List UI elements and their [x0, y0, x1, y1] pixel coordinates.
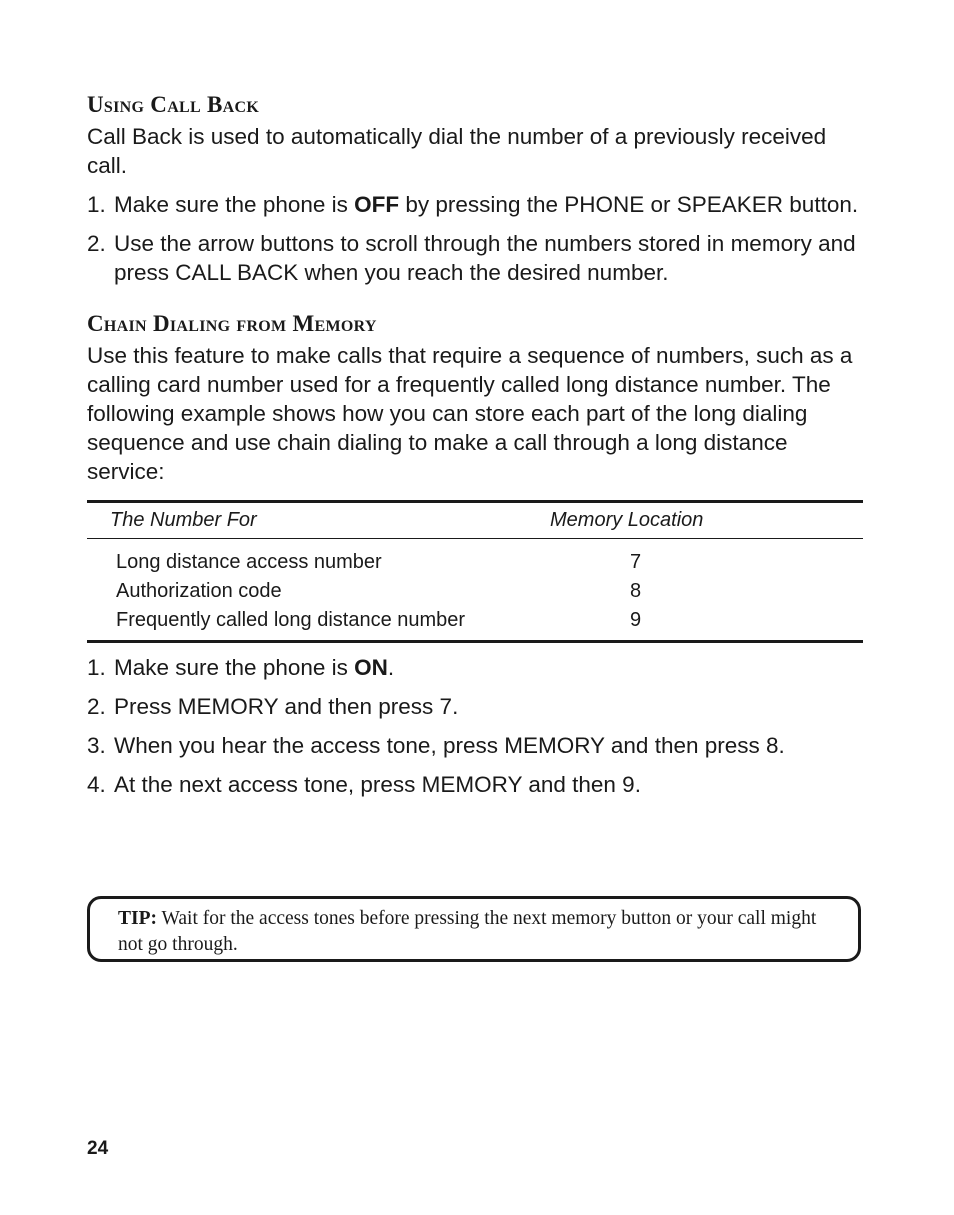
memory-location-table [87, 500, 863, 643]
step-number: 4. [87, 772, 106, 797]
list-item [87, 653, 863, 682]
tip-label: TIP: [118, 908, 157, 929]
chain-dialing-steps [87, 653, 863, 799]
call-back-intro: Call Back is used to automatically dial the number of a previously received call. [87, 124, 827, 178]
list-item [87, 190, 863, 219]
table-row [87, 606, 863, 635]
table-body [87, 539, 863, 640]
step-number: 1. [87, 192, 106, 217]
step-text: Press MEMORY and then press 7. [114, 694, 459, 719]
step-text-part: Make sure the phone is [114, 192, 355, 217]
table-cell: 9 [630, 609, 642, 631]
list-item [87, 229, 863, 287]
table-cell: Long distance access number [116, 551, 382, 573]
step-number: 2. [87, 694, 106, 719]
table-cell: 8 [630, 580, 642, 602]
step-text-bold: OFF [354, 192, 400, 217]
table-row [87, 577, 863, 606]
chain-dialing-intro: Use this feature to make calls that require a sequence of numbers, such as a calling card number used for a frequently called long distance number. The following example shows how you can store each part of the long dialing sequence and use chain dialing to make a call through a long distance service: [87, 343, 853, 484]
table-cell: Authorization code [116, 580, 282, 602]
column-header-memory-location: Memory Location [550, 509, 704, 531]
list-item [87, 731, 863, 760]
step-text-part: Make sure the phone is [114, 655, 355, 680]
step-number: 3. [87, 733, 106, 758]
tip-text: Wait for the access tones before pressing the next memory button or your call might not go through. [118, 908, 817, 955]
section-heading-call-back: Using Call Back [87, 92, 260, 117]
step-text [114, 190, 863, 219]
step-text: Use the arrow buttons to scroll through the numbers stored in memory and press CALL BACK when you reach the desired number. [114, 231, 856, 285]
step-text-part: . [387, 655, 395, 680]
page-number: 24 [87, 1138, 109, 1159]
section-heading-chain-dialing: Chain Dialing from Memory [87, 311, 377, 336]
step-text: At the next access tone, press MEMORY and then 9. [114, 772, 641, 797]
step-text-bold: ON [354, 655, 388, 680]
step-number: 1. [87, 655, 106, 680]
step-text: When you hear the access tone, press MEMORY and then press 8. [114, 733, 785, 758]
page-content [87, 90, 863, 809]
step-number: 2. [87, 231, 106, 256]
step-text-part: by pressing the PHONE or SPEAKER button. [399, 192, 859, 217]
table-header [87, 503, 863, 539]
list-item [87, 692, 863, 721]
call-back-steps [87, 190, 863, 287]
table-row [87, 548, 863, 577]
column-header-number-for: The Number For [110, 509, 257, 531]
table-cell: Frequently called long distance number [116, 609, 466, 631]
table-cell: 7 [630, 551, 642, 573]
tip-box [87, 896, 861, 962]
list-item [87, 770, 863, 799]
step-text [114, 653, 863, 682]
